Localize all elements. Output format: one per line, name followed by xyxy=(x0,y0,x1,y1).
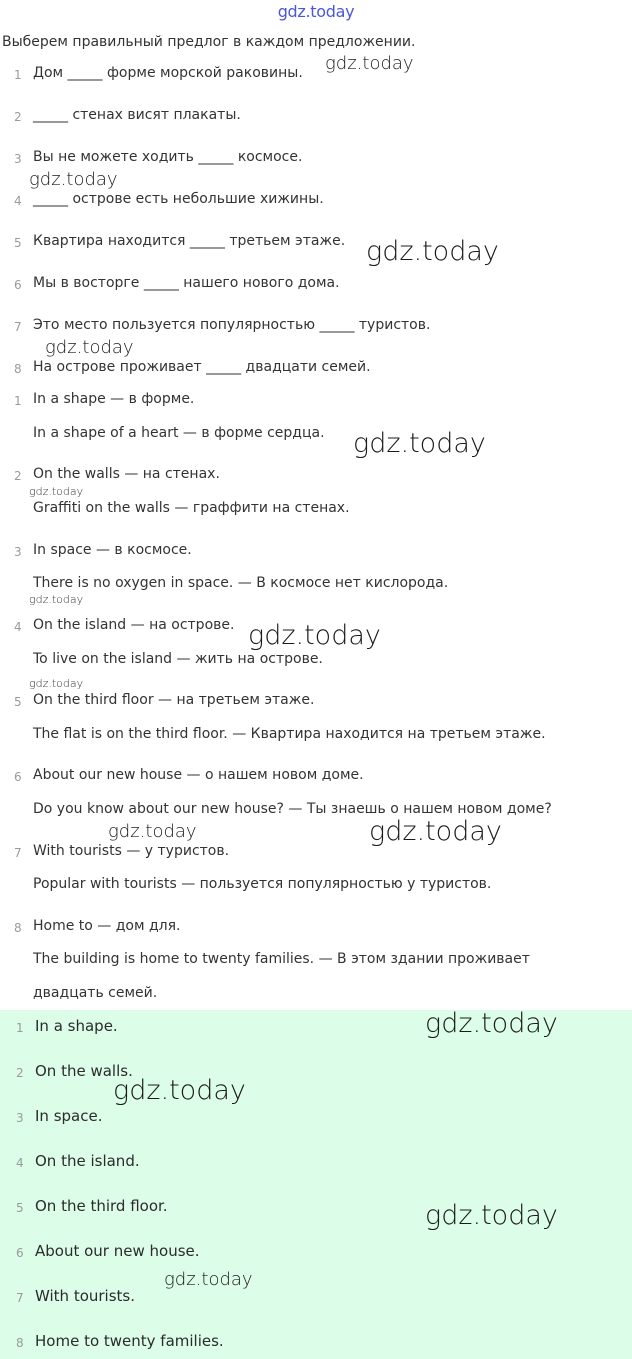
explanation-example: The building is home to twenty families. — В этом здании проживает xyxy=(33,951,530,967)
explanation-number: 7 xyxy=(14,846,22,860)
explanation-example: Graffiti on the walls — граффити на стенах. xyxy=(33,500,350,516)
answer-number: 2 xyxy=(16,1066,24,1080)
answer-text: On the island. xyxy=(35,1152,140,1170)
explanation-phrase: With tourists — у туристов. xyxy=(33,843,230,859)
watermark: gdz.today xyxy=(353,428,486,459)
watermark: gdz.today xyxy=(113,1075,246,1106)
answer-number: 6 xyxy=(16,1246,24,1260)
question-number: 3 xyxy=(14,152,22,166)
explanation-phrase: On the walls — на стенах. xyxy=(33,466,220,482)
watermark: gdz.today xyxy=(164,1269,253,1290)
question-number: 1 xyxy=(14,68,22,82)
site-logo[interactable]: gdz.today xyxy=(277,2,355,21)
explanation-phrase: About our new house — о нашем новом доме. xyxy=(33,767,364,783)
question-text: Вы не можете ходить _____ космосе. xyxy=(33,149,303,165)
explanation-number: 3 xyxy=(14,545,22,559)
answer-text: Home to twenty families. xyxy=(35,1332,224,1350)
explanation-example: To live on the island — жить на острове. xyxy=(33,651,323,667)
answer-number: 7 xyxy=(16,1291,24,1305)
question-number: 4 xyxy=(14,194,22,208)
question-number: 5 xyxy=(14,236,22,250)
explanation-phrase: On the island — на острове. xyxy=(33,617,235,633)
watermark: gdz.today xyxy=(29,677,84,690)
watermark: gdz.today xyxy=(425,1200,558,1231)
watermark: gdz.today xyxy=(366,236,499,267)
question-number: 6 xyxy=(14,278,22,292)
explanation-number: 6 xyxy=(14,770,22,784)
question-text: На острове проживает _____ двадцати семей. xyxy=(33,359,371,375)
explanation-example: Popular with tourists — пользуется популярностью у туристов. xyxy=(33,876,492,892)
explanation-number: 5 xyxy=(14,695,22,709)
answer-number: 1 xyxy=(16,1021,24,1035)
question-text: Дом _____ форме морской раковины. xyxy=(33,65,303,81)
explanation-example-continued: двадцать семей. xyxy=(33,985,158,1001)
explanation-phrase: In a shape — в форме. xyxy=(33,391,195,407)
explanation-number: 1 xyxy=(14,394,22,408)
answer-number: 3 xyxy=(16,1111,24,1125)
explanation-example: There is no oxygen in space. — В космосе нет кислорода. xyxy=(33,575,449,591)
explanation-phrase: Home to — дом для. xyxy=(33,918,181,934)
task-intro: Выберем правильный предлог в каждом предложении. xyxy=(2,34,416,50)
question-number: 2 xyxy=(14,110,22,124)
answer-text: On the third floor. xyxy=(35,1197,168,1215)
answer-text: About our new house. xyxy=(35,1242,200,1260)
question-text: Это место пользуется популярностью _____ туристов. xyxy=(33,317,431,333)
watermark: gdz.today xyxy=(425,1008,558,1039)
answer-number: 8 xyxy=(16,1336,24,1350)
watermark: gdz.today xyxy=(29,593,84,606)
watermark: gdz.today xyxy=(369,816,502,847)
explanation-phrase: In space — в космосе. xyxy=(33,542,192,558)
answer-number: 4 xyxy=(16,1156,24,1170)
question-number: 8 xyxy=(14,362,22,376)
answer-text: In space. xyxy=(35,1107,103,1125)
question-text: Мы в восторге _____ нашего нового дома. xyxy=(33,275,340,291)
explanation-number: 8 xyxy=(14,921,22,935)
explanation-example: The flat is on the third floor. — Квартира находится на третьем этаже. xyxy=(33,726,546,742)
watermark: gdz.today xyxy=(325,53,414,74)
watermark: gdz.today xyxy=(29,485,84,498)
question-text: _____ острове есть небольшие хижины. xyxy=(33,191,324,207)
explanation-number: 4 xyxy=(14,620,22,634)
question-number: 7 xyxy=(14,320,22,334)
watermark: gdz.today xyxy=(45,337,134,358)
explanation-number: 2 xyxy=(14,469,22,483)
watermark: gdz.today xyxy=(248,620,381,651)
question-text: Квартира находится _____ третьем этаже. xyxy=(33,233,346,249)
watermark: gdz.today xyxy=(29,169,118,190)
question-text: _____ стенах висят плакаты. xyxy=(33,107,241,123)
answer-text: In a shape. xyxy=(35,1017,118,1035)
watermark: gdz.today xyxy=(108,821,197,842)
explanation-example: Do you know about our new house? — Ты знаешь о нашем новом доме? xyxy=(33,801,552,817)
explanation-phrase: On the third floor — на третьем этаже. xyxy=(33,692,315,708)
answer-text: On the walls. xyxy=(35,1062,133,1080)
explanation-example: In a shape of a heart — в форме сердца. xyxy=(33,425,325,441)
answer-text: With tourists. xyxy=(35,1287,136,1305)
answer-number: 5 xyxy=(16,1201,24,1215)
